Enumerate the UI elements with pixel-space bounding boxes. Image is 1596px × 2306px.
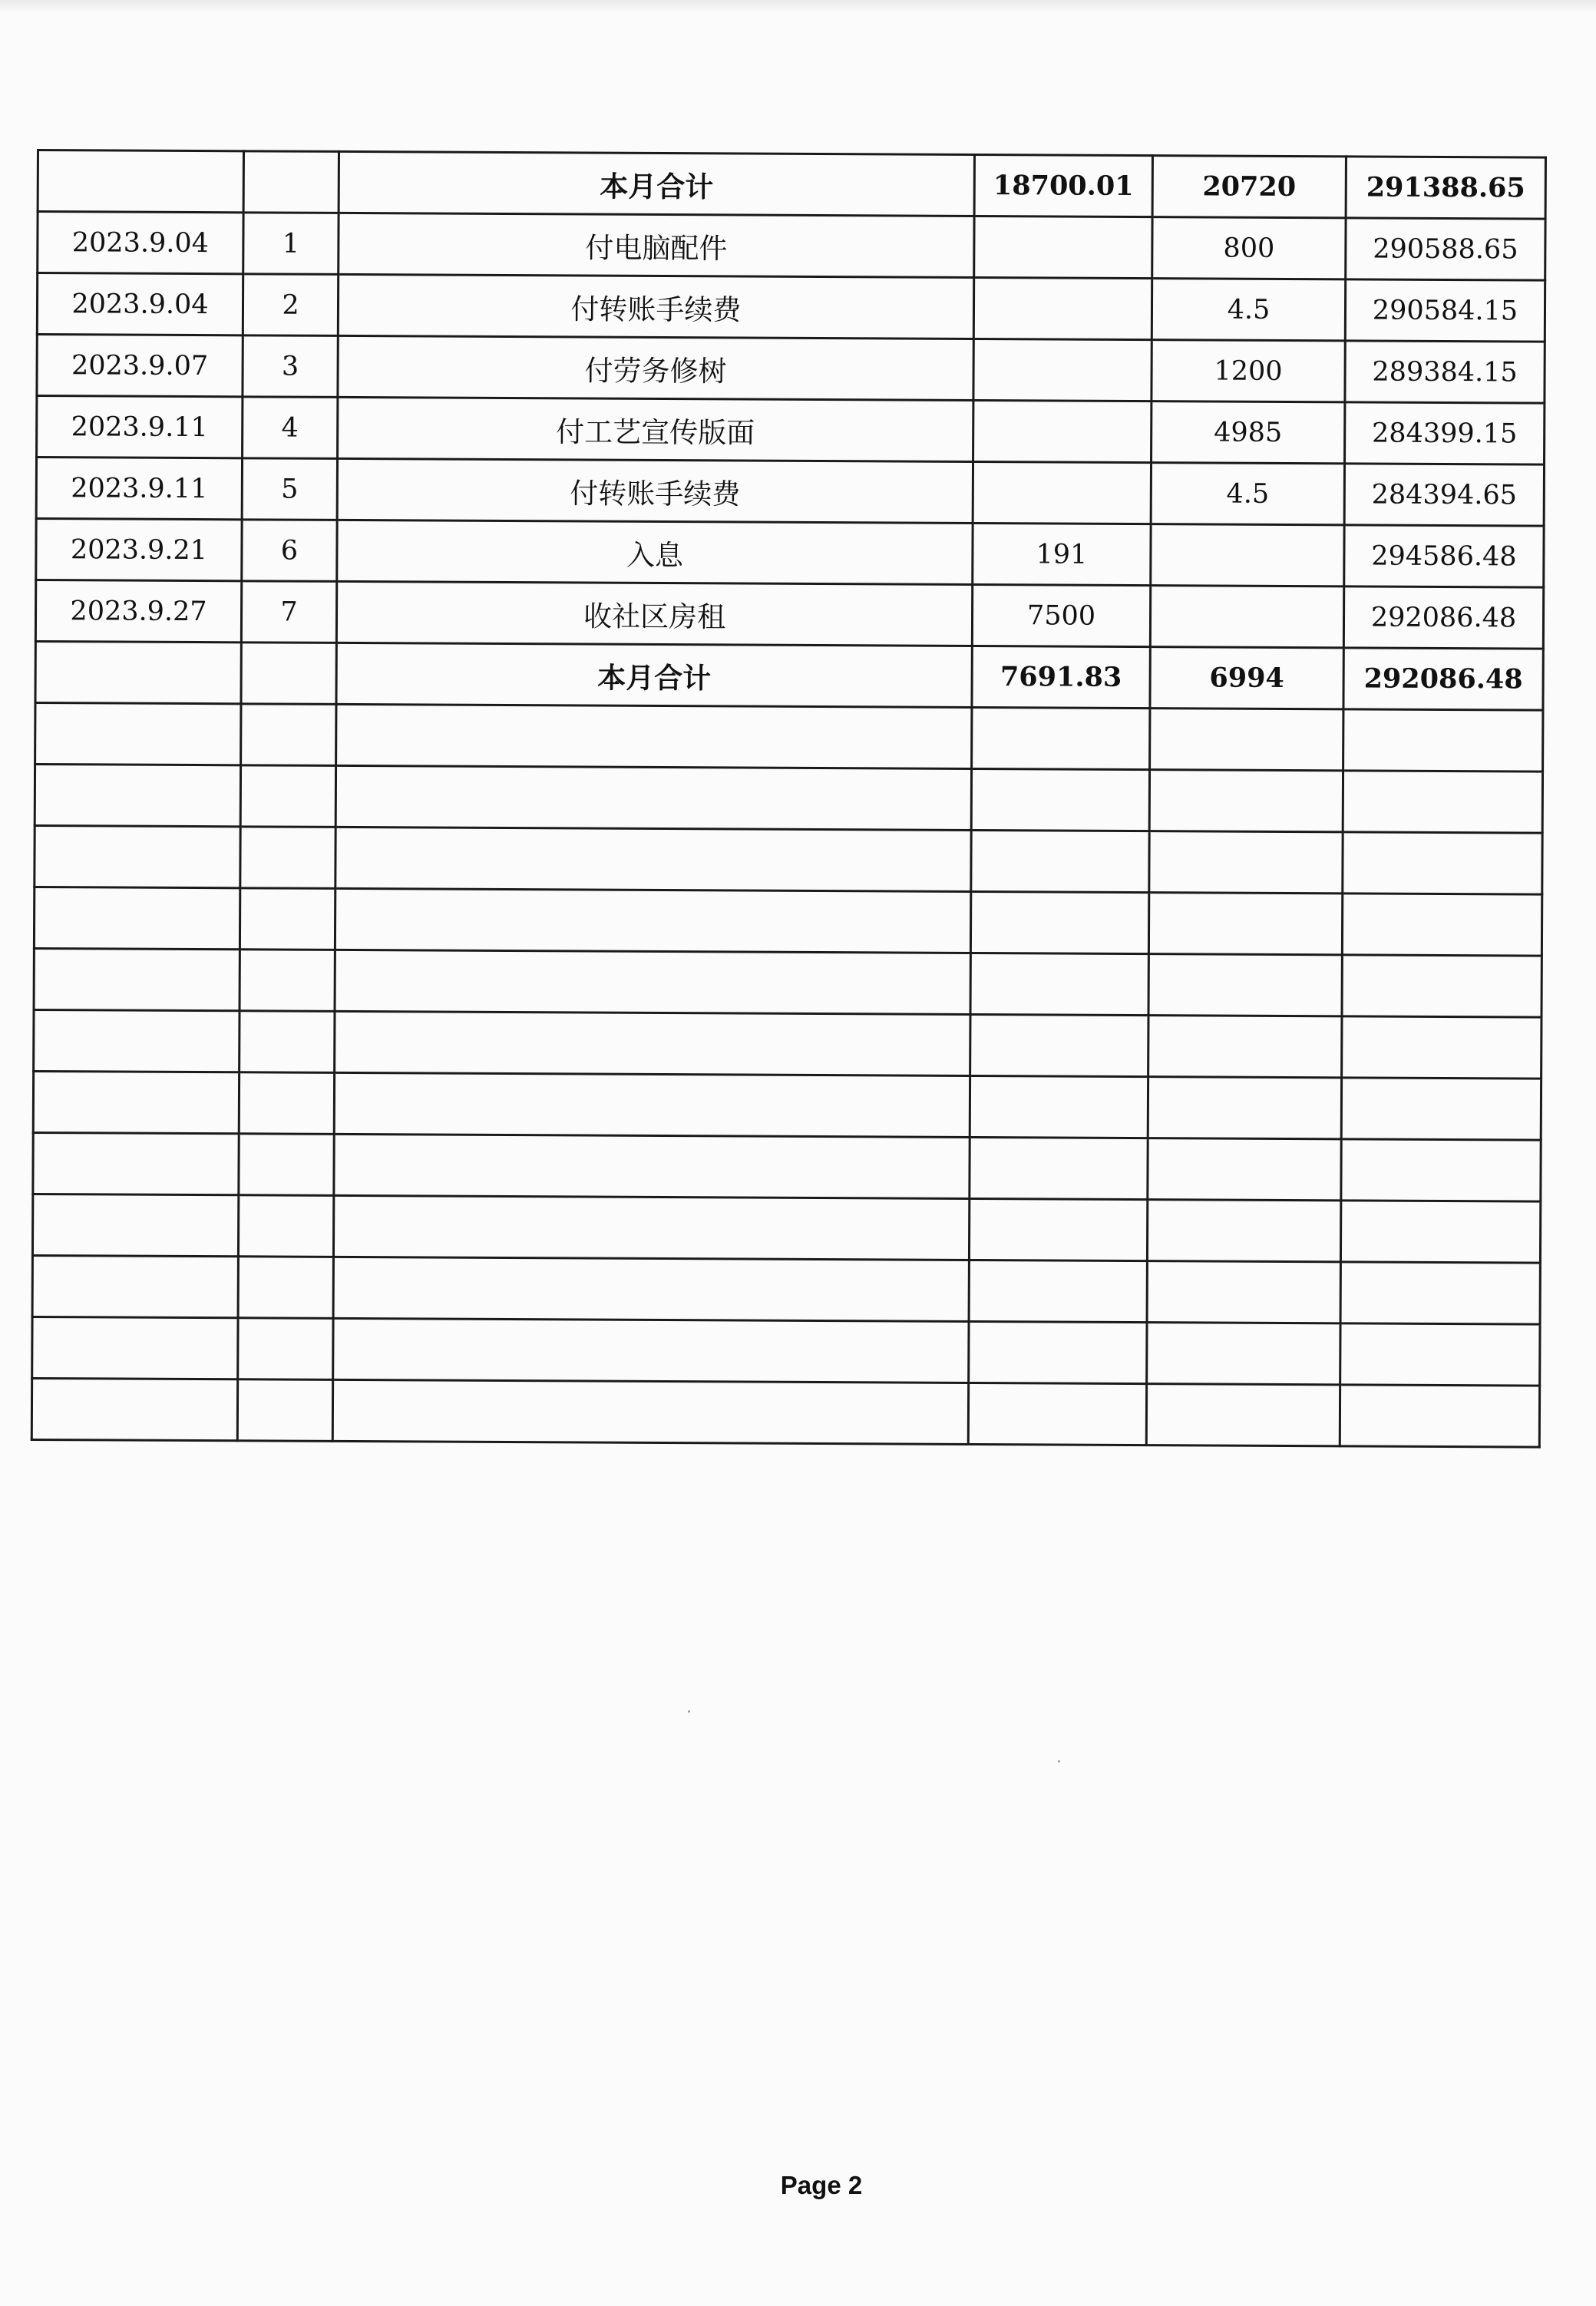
empty-income-cell <box>970 1014 1148 1076</box>
empty-expense-cell <box>1150 709 1343 771</box>
empty-expense-cell <box>1148 893 1342 955</box>
empty-income-cell <box>969 1198 1147 1260</box>
income-cell <box>973 400 1152 462</box>
balance-cell: 290588.65 <box>1346 218 1545 280</box>
empty-date-cell <box>34 1009 240 1072</box>
empty-date-cell <box>33 1132 239 1194</box>
empty-row <box>35 702 1543 771</box>
empty-row <box>34 1009 1541 1079</box>
empty-balance-cell <box>1342 955 1541 1017</box>
empty-expense-cell <box>1147 1200 1340 1262</box>
ledger-table <box>31 149 1547 1449</box>
empty-entry-number-cell <box>240 827 335 889</box>
ledger-row <box>37 335 1545 404</box>
empty-description-cell <box>335 888 970 953</box>
entry-number-cell <box>241 643 336 705</box>
empty-balance-cell <box>1342 1016 1541 1079</box>
empty-income-cell <box>970 1137 1148 1199</box>
date-cell: 2023.9.21 <box>36 519 242 581</box>
income-cell <box>973 339 1152 401</box>
expense-cell <box>1151 524 1344 586</box>
expense-cell: 4.5 <box>1151 463 1344 525</box>
description-cell: 付转账手续费 <box>338 274 973 339</box>
ledger-row <box>37 273 1545 342</box>
ledger-row <box>35 580 1543 649</box>
entry-number-cell: 3 <box>243 335 338 398</box>
empty-entry-number-cell <box>239 1072 334 1135</box>
empty-description-cell <box>334 1134 970 1198</box>
entry-number-cell <box>243 151 339 213</box>
balance-cell: 294586.48 <box>1344 525 1544 587</box>
empty-balance-cell <box>1342 894 1541 956</box>
expense-cell <box>1150 586 1343 648</box>
empty-date-cell <box>31 1378 237 1440</box>
date-cell: 2023.9.27 <box>35 580 241 643</box>
empty-date-cell <box>35 702 241 765</box>
empty-row <box>35 825 1542 894</box>
empty-income-cell <box>971 768 1149 831</box>
empty-income-cell <box>972 707 1150 769</box>
ledger-body <box>31 150 1545 1448</box>
balance-cell: 291388.65 <box>1346 157 1545 219</box>
description-cell: 付工艺宣传版面 <box>338 397 973 461</box>
expense-cell: 4985 <box>1152 401 1345 464</box>
income-cell <box>974 216 1152 278</box>
balance-cell: 292086.48 <box>1343 586 1543 649</box>
empty-expense-cell <box>1146 1384 1340 1446</box>
empty-balance-cell <box>1340 1201 1540 1263</box>
empty-balance-cell <box>1341 1078 1541 1140</box>
empty-row <box>33 1132 1541 1201</box>
empty-description-cell <box>333 1318 969 1383</box>
empty-row <box>35 764 1542 833</box>
empty-date-cell <box>34 887 240 949</box>
expense-cell: 20720 <box>1152 156 1346 218</box>
empty-income-cell <box>970 891 1148 953</box>
page-number: Page 2 <box>780 2171 863 2199</box>
date-cell: 2023.9.04 <box>38 212 243 274</box>
description-cell: 入息 <box>337 520 973 584</box>
empty-row <box>34 948 1541 1017</box>
empty-date-cell <box>34 948 240 1010</box>
empty-description-cell <box>335 827 971 891</box>
empty-description-cell <box>335 1011 970 1075</box>
balance-cell: 284394.65 <box>1344 464 1544 526</box>
empty-description-cell <box>333 1257 969 1321</box>
empty-income-cell <box>970 1075 1148 1138</box>
empty-expense-cell <box>1149 770 1343 832</box>
empty-expense-cell <box>1149 831 1343 894</box>
entry-number-cell: 2 <box>243 274 338 336</box>
empty-expense-cell <box>1148 954 1342 1016</box>
empty-row <box>33 1071 1541 1140</box>
expense-cell: 4.5 <box>1152 279 1345 341</box>
empty-balance-cell <box>1343 771 1542 833</box>
date-cell: 2023.9.04 <box>37 273 243 335</box>
empty-entry-number-cell <box>239 1134 334 1196</box>
empty-row <box>32 1194 1540 1263</box>
empty-expense-cell <box>1147 1323 1340 1385</box>
empty-expense-cell <box>1148 1138 1341 1201</box>
empty-income-cell <box>969 1260 1147 1322</box>
empty-description-cell <box>335 950 970 1014</box>
empty-row <box>34 887 1541 956</box>
empty-date-cell <box>35 764 240 826</box>
ledger-row <box>36 519 1544 588</box>
empty-description-cell <box>334 1072 970 1137</box>
empty-entry-number-cell <box>238 1195 333 1257</box>
empty-entry-number-cell <box>240 765 335 828</box>
empty-balance-cell <box>1340 1323 1540 1386</box>
empty-entry-number-cell <box>240 950 335 1012</box>
empty-description-cell <box>336 704 972 768</box>
balance-cell: 289384.15 <box>1345 341 1545 403</box>
description-cell: 付转账手续费 <box>337 458 973 523</box>
scan-edge-shadow <box>0 0 1596 14</box>
date-cell: 2023.9.11 <box>36 458 242 520</box>
description-cell: 本月合计 <box>339 151 974 216</box>
empty-entry-number-cell <box>238 1318 333 1380</box>
expense-cell: 800 <box>1152 217 1346 279</box>
entry-number-cell: 5 <box>242 458 337 520</box>
date-cell: 2023.9.07 <box>37 335 243 397</box>
monthly-total-row <box>35 641 1543 710</box>
empty-entry-number-cell <box>240 1011 335 1073</box>
empty-balance-cell <box>1340 1262 1540 1324</box>
date-cell <box>35 641 241 703</box>
expense-cell: 1200 <box>1152 340 1345 402</box>
ledger-row <box>36 458 1544 527</box>
income-cell: 18700.01 <box>974 154 1152 216</box>
empty-entry-number-cell <box>240 888 335 950</box>
empty-income-cell <box>971 830 1149 892</box>
date-cell <box>38 150 243 213</box>
scan-speck <box>688 1710 690 1713</box>
empty-entry-number-cell <box>237 1379 332 1442</box>
description-cell: 付劳务修树 <box>338 335 973 400</box>
empty-date-cell <box>35 825 240 887</box>
empty-date-cell <box>32 1317 238 1379</box>
empty-balance-cell <box>1341 1139 1541 1201</box>
empty-balance-cell <box>1340 1385 1539 1447</box>
empty-balance-cell <box>1343 709 1543 771</box>
empty-balance-cell <box>1343 832 1542 894</box>
empty-entry-number-cell <box>238 1257 333 1319</box>
description-cell: 收社区房租 <box>336 581 972 646</box>
balance-cell: 292086.48 <box>1343 648 1543 710</box>
empty-income-cell <box>969 1321 1147 1383</box>
empty-row <box>32 1317 1540 1386</box>
entry-number-cell: 6 <box>242 520 337 582</box>
balance-cell: 284399.15 <box>1345 402 1545 464</box>
empty-income-cell <box>970 953 1148 1015</box>
empty-description-cell <box>333 1195 969 1260</box>
balance-cell: 290584.15 <box>1345 279 1545 342</box>
empty-date-cell <box>32 1255 238 1317</box>
income-cell: 7500 <box>972 584 1150 646</box>
empty-entry-number-cell <box>241 704 336 766</box>
date-cell: 2023.9.11 <box>37 396 243 458</box>
empty-date-cell <box>33 1071 239 1133</box>
empty-row <box>32 1255 1540 1324</box>
income-cell <box>973 277 1152 339</box>
entry-number-cell: 4 <box>243 397 338 459</box>
description-cell: 付电脑配件 <box>339 213 974 277</box>
empty-expense-cell <box>1148 1016 1342 1078</box>
scan-speck <box>1058 1760 1060 1763</box>
ledger-row <box>37 396 1545 465</box>
empty-date-cell <box>32 1194 238 1256</box>
empty-expense-cell <box>1148 1077 1341 1139</box>
empty-row <box>31 1378 1539 1447</box>
empty-income-cell <box>968 1383 1146 1445</box>
description-cell: 本月合计 <box>336 643 972 707</box>
entry-number-cell: 7 <box>241 581 336 643</box>
empty-description-cell <box>332 1379 968 1444</box>
income-cell <box>973 461 1151 524</box>
empty-description-cell <box>335 765 971 830</box>
income-cell: 191 <box>973 523 1151 585</box>
expense-cell: 6994 <box>1150 647 1343 709</box>
income-cell: 7691.83 <box>972 646 1150 708</box>
ledger-row <box>38 212 1545 281</box>
monthly-total-row <box>38 150 1545 220</box>
empty-expense-cell <box>1147 1261 1340 1323</box>
entry-number-cell: 1 <box>243 213 339 275</box>
